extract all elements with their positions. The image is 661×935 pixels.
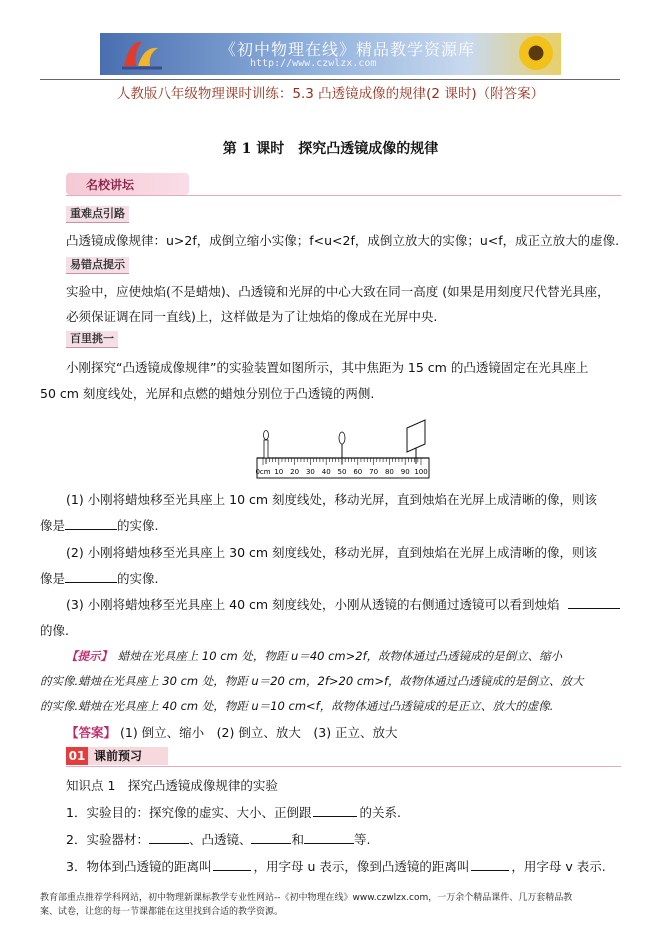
section-number: 01 — [66, 747, 88, 765]
preview-title: 课前预习 — [88, 747, 168, 765]
ruler-tick-label: 50 — [337, 468, 347, 476]
preview-blank-6[interactable] — [471, 858, 509, 871]
footer — [40, 891, 625, 919]
answer-line — [66, 723, 398, 741]
header-divider — [40, 79, 620, 80]
ruler-tick-label: 80 — [384, 468, 394, 476]
preview-blank-4[interactable] — [304, 831, 354, 844]
banner-title: 《初中物理在线》精品教学资源库 — [220, 40, 476, 59]
question-3-line2: 的像. — [40, 623, 69, 638]
example-line2: 50 cm 刻度线处，光屏和点燃的蜡烛分别位于凸透镜的两侧. — [40, 386, 375, 401]
example-label: 百里挑一 — [66, 331, 118, 348]
footer-line1: 教育部重点推荐学科网站，初中物理新课标教学专业性网站--《初中物理在线》www.czwlzx.com，一万余个精品课件、几万套精品教 — [40, 893, 573, 903]
preview-item-3: 3．物体到凸透镜的距离叫 ，用字母 u 表示，像到凸透镜的距离叫 ，用字母 v 表示. — [66, 859, 606, 874]
preview-blank-5[interactable] — [213, 858, 251, 871]
knowledge-point-1: 知识点 1 探究凸透镜成像规律的实验 — [66, 778, 278, 793]
ruler-tick-label: 0cm — [255, 468, 271, 476]
answer-text: (1) 倒立、缩小 (2) 倒立、放大 (3) 正立、放大 — [120, 725, 398, 740]
hint-label: 【提示】 — [66, 649, 107, 663]
lesson-title: 第 1 课时 探究凸透镜成像的规律 — [222, 141, 439, 157]
answer-blank-2[interactable] — [65, 570, 117, 583]
ruler-tick-label: 30 — [305, 468, 315, 476]
hint-line2: 的实像.蜡烛在光具座上 30 cm 处，物距 u＝20 cm，2f>20 cm>f，故物体通过凸透镜成的是倒立、放大 — [40, 674, 584, 688]
footer-line2: 案、试卷，让您的每一节课都能在这里找到合适的教学资源。 — [40, 907, 284, 917]
ruler-tick-label: 60 — [353, 468, 363, 476]
question-1-line2: 像是 的实像. — [40, 518, 159, 533]
document-title: 人教版八年级物理课时训练：5.3 凸透镜成像的规律(2 课时)（附答案） — [116, 86, 545, 102]
example-line1: 小刚探究“凸透镜成像规律”的实验装置如图所示，其中焦距为 15 cm 的凸透镜固定在光具座上 — [66, 360, 589, 375]
key-points-text: 凸透镜成像规律：u>2f，成倒立缩小实像；f<u<2f，成倒立放大的实像；u<f，成正立放大的虚像. — [66, 233, 620, 248]
section-tab — [66, 173, 189, 195]
section-tab-label: 名校讲坛 — [86, 178, 135, 192]
preview-blank-3[interactable] — [251, 831, 291, 844]
question-1-line1: (1) 小刚将蜡烛移至光具座上 10 cm 刻度线处，移动光屏，直到烛焰在光屏上成清晰的像，则该 — [66, 492, 598, 507]
ruler-tick-label: 10 — [274, 468, 284, 476]
ruler-tick-label: 90 — [400, 468, 410, 476]
preview-divider — [66, 766, 621, 767]
hint-line3: 的实像.蜡烛在光具座上 40 cm 处，物距 u＝10 cm<f，故物体通过凸透镜成的是正立、放大的虚像. — [40, 699, 554, 713]
preview-item-1: 1．实验目的：探究像的虚实、大小、正倒跟 的关系. — [66, 805, 401, 820]
preview-item-2: 2．实验器材： 、凸透镜、 和 等. — [66, 832, 371, 847]
ruler-tick-labels — [255, 468, 427, 476]
ruler-tick-label: 40 — [321, 468, 331, 476]
preview-blank-1[interactable] — [313, 804, 357, 817]
answer-blank-1[interactable] — [65, 517, 117, 530]
question-3-line1: (3) 小刚将蜡烛移至光具座上 40 cm 刻度线处，小刚从透镜的右侧通过透镜可以看到烛焰 — [66, 597, 560, 612]
ruler-tick-label: 20 — [290, 468, 300, 476]
error-points-line1: 实验中，应使烛焰(不是蜡烛)、凸透镜和光屏的中心大致在同一高度 (如果是用刻度尺代替光具座， — [66, 284, 610, 299]
ruler-tick-label: 70 — [369, 468, 379, 476]
answer-label: 【答案】 — [66, 725, 117, 740]
banner-url[interactable]: http://www.czwlzx.com — [250, 58, 377, 69]
key-points-label: 重难点引路 — [66, 206, 129, 223]
screen-icon — [407, 420, 425, 464]
preview-blank-2[interactable] — [149, 831, 189, 844]
section-divider — [66, 195, 621, 196]
ruler-tick-label: 100 — [414, 468, 428, 476]
question-2-line1: (2) 小刚将蜡烛移至光具座上 30 cm 刻度线处，移动光屏，直到烛焰在光屏上成清晰的像，则该 — [66, 545, 598, 560]
optical-bench-figure — [255, 402, 433, 480]
site-logo-icon — [120, 36, 164, 72]
sunflower-icon — [519, 36, 553, 70]
error-points-label: 易错点提示 — [66, 257, 129, 274]
hint-line1: 【提示】 蜡烛在光具座上 10 cm 处，物距 u＝40 cm>2f，故物体通过凸透镜成的是倒立、缩小 — [66, 649, 563, 663]
question-2-line2: 像是 的实像. — [40, 571, 159, 586]
error-points-line2: 必须保证调在同一直线)上，这样做是为了让烛焰的像成在光屏中央. — [66, 309, 438, 324]
header-banner — [100, 33, 561, 75]
answer-blank-3[interactable] — [568, 596, 620, 609]
